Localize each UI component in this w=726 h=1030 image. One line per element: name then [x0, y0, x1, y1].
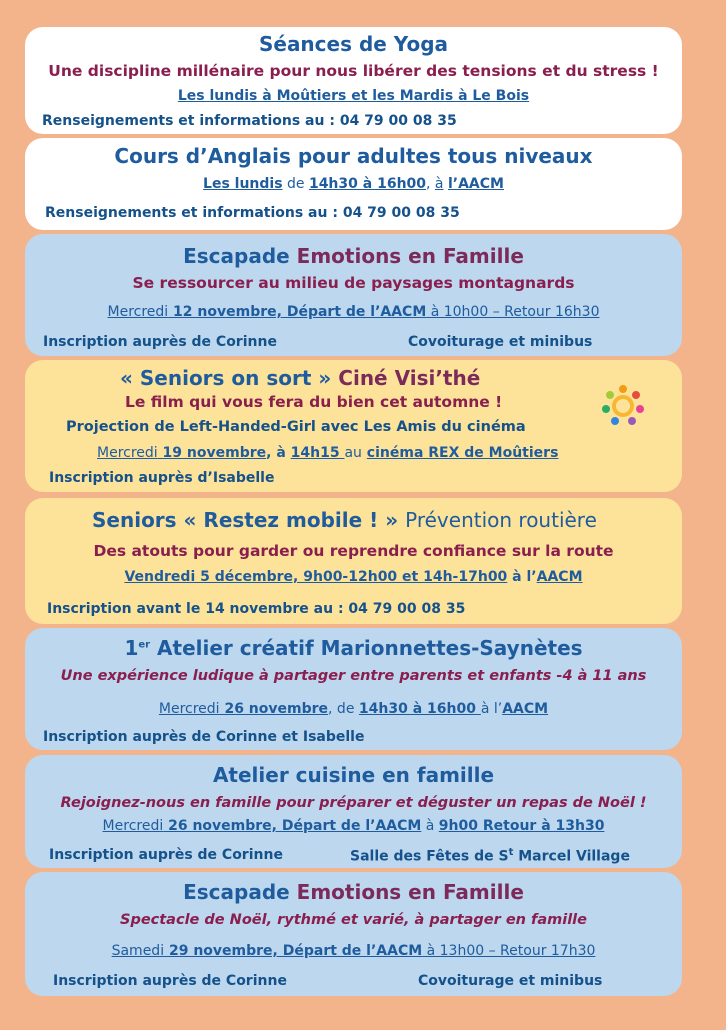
cine-subtitle: Le film qui vous fera du bien cet automne !	[125, 393, 503, 411]
escapade1-title: Escapade Emotions en Famille	[183, 244, 524, 268]
escapade2-subtitle: Spectacle de Noël, rythmé et varié, à partager en famille	[120, 912, 587, 928]
anglais-card	[25, 138, 682, 230]
cine-projection: Projection de Left-Handed-Girl avec Les Amis du cinéma	[66, 419, 526, 435]
escapade1-card	[25, 234, 682, 356]
mobile-card	[25, 498, 682, 624]
yoga-schedule: Les lundis à Moûtiers et les Mardis à Le Bois	[177, 88, 530, 104]
yoga-subtitle: Une discipline millénaire pour nous libérer des tensions et du stress !	[48, 62, 659, 80]
marionnettes-subtitle: Une expérience ludique à partager entre parents et enfants -4 à 11 ans	[60, 668, 647, 684]
marionnettes-title: 1er Atelier créatif Marionnettes-Saynètes	[124, 636, 583, 660]
mobile-inscription: Inscription avant le 14 novembre au : 04 79 00 08 35	[47, 601, 466, 617]
anglais-contact: Renseignements et informations au : 04 79 00 08 35	[45, 205, 460, 221]
escapade2-card	[25, 872, 682, 996]
cine-schedule: Mercredi 19 novembre, à 14h15 au cinéma REX de Moûtiers	[97, 445, 559, 461]
yoga-contact: Renseignements et informations au : 04 79 00 08 35	[42, 113, 457, 129]
cuisine-lieu: Salle des Fêtes de $S^t$ Marcel Village	[350, 847, 630, 865]
escapade1-schedule: Mercredi 12 novembre, Départ de l’AACM à 10h00 – Retour 16h30	[107, 304, 600, 320]
cine-title: « Seniors on sort » Ciné Visi’thé	[120, 366, 481, 390]
cuisine-subtitle: Rejoignez-nous en famille pour préparer et déguster un repas de Noël !	[60, 795, 647, 811]
escapade2-schedule: Samedi 29 novembre, Départ de l’AACM à 13h00 – Retour 17h30	[111, 943, 596, 959]
yoga-title: Séances de Yoga	[258, 32, 449, 56]
escapade2-inscription: Inscription auprès de Corinne	[53, 973, 287, 989]
cine-inscription: Inscription auprès d’Isabelle	[49, 470, 275, 486]
cuisine-card	[25, 755, 682, 868]
escapade1-inscription: Inscription auprès de Corinne	[43, 334, 277, 350]
marionnettes-card	[25, 628, 682, 750]
cuisine-inscription: Inscription auprès de Corinne	[49, 847, 283, 863]
mobile-title: Seniors « Restez mobile ! » Prévention routière	[92, 508, 597, 532]
cine-card	[25, 360, 682, 492]
people-circle-logo-icon	[599, 382, 647, 430]
marionnettes-inscription: Inscription auprès de Corinne et Isabelle	[43, 729, 365, 745]
escapade2-transport: Covoiturage et minibus	[418, 973, 603, 989]
escapade1-subtitle: Se ressourcer au milieu de paysages montagnards	[132, 274, 575, 292]
cuisine-title: Atelier cuisine en famille	[212, 763, 495, 787]
mobile-schedule: Vendredi 5 décembre, 9h00-12h00 et 14h-17h00 à l’AACM	[124, 569, 583, 585]
escapade1-transport: Covoiturage et minibus	[408, 334, 593, 350]
escapade2-title: Escapade Emotions en Famille	[183, 880, 524, 904]
anglais-title: Cours d’Anglais pour adultes tous niveaux	[114, 144, 593, 168]
yoga-card	[25, 27, 682, 134]
marionnettes-schedule: Mercredi 26 novembre, de 14h30 à 16h00 à l’AACM	[158, 701, 549, 717]
cuisine-schedule: Mercredi 26 novembre, Départ de l’AACM à 9h00 Retour à 13h30	[102, 818, 605, 834]
anglais-schedule: Les lundis de 14h30 à 16h00, à l’AACM	[203, 176, 504, 192]
mobile-subtitle: Des atouts pour garder ou reprendre confiance sur la route	[93, 542, 614, 560]
